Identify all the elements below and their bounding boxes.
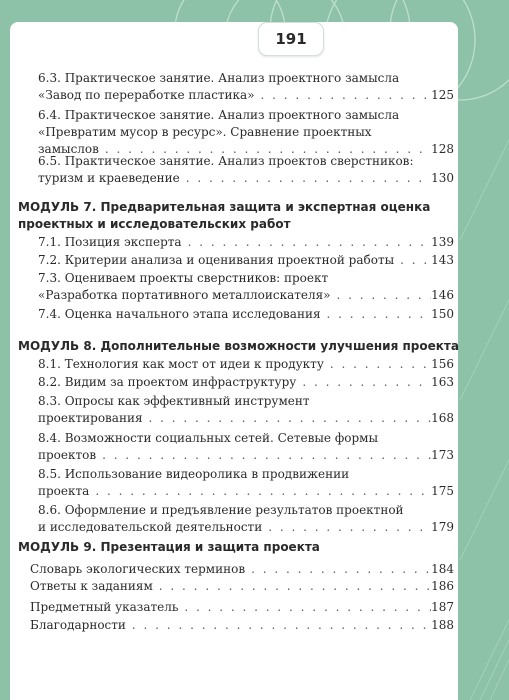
- module-heading: [18, 539, 448, 556]
- toc-entry-text: 8.2. Видим за проектом инфраструктуру: [38, 375, 297, 389]
- toc-page-number: 186: [431, 579, 454, 593]
- dot-leader: [262, 519, 431, 536]
- toc-entry-line: [38, 393, 454, 410]
- module-heading-line: МОДУЛЬ 8. Дополнительные возможности улучшения проекта: [18, 339, 459, 353]
- toc-entry: [38, 356, 454, 373]
- toc-entry-line: [38, 70, 454, 87]
- toc-entry-text: замыслов: [38, 142, 99, 156]
- toc-entry: [38, 393, 454, 427]
- toc-entry-line: [38, 466, 454, 483]
- toc-page-number: 187: [431, 600, 454, 614]
- toc-entry: [38, 252, 454, 269]
- toc-page-number: 143: [431, 253, 454, 267]
- toc-entry-line: [38, 107, 454, 124]
- dot-leader: [178, 599, 431, 616]
- module-heading-line: проектных и исследовательских работ: [18, 217, 291, 231]
- dot-leader: [394, 252, 431, 269]
- toc-page-number: 130: [431, 171, 454, 185]
- toc-entry-text: проектов: [38, 448, 97, 462]
- toc-entry: [30, 578, 454, 595]
- toc-entry-line: [38, 447, 454, 464]
- toc-page-number: 173: [431, 448, 454, 462]
- dot-leader: [89, 483, 431, 500]
- toc-entry: [30, 617, 454, 634]
- toc-page-number: 128: [431, 142, 454, 156]
- toc-entry-line: [38, 124, 454, 141]
- toc-entry-text: 8.1. Технология как мост от идеи к продукту: [38, 357, 324, 371]
- page-number: 191: [258, 22, 324, 56]
- toc-entry-text: Благодарности: [30, 618, 126, 632]
- dot-leader: [96, 447, 431, 464]
- toc-entry-text: «Превратим мусор в ресурс». Сравнение проектных: [38, 125, 372, 139]
- dot-leader: [245, 561, 431, 578]
- toc-entry: [38, 502, 454, 536]
- dot-leader: [296, 374, 431, 391]
- module-heading: [18, 199, 448, 233]
- toc-entry-text: 8.3. Опросы как эффективный инструмент: [38, 394, 310, 408]
- toc-page-number: 184: [431, 562, 454, 576]
- toc-entry-line: [38, 287, 454, 304]
- toc-entry-line: [38, 270, 454, 287]
- toc-entry-text: 6.4. Практическое занятие. Анализ проектного замысла: [38, 108, 400, 122]
- toc-entry-line: [38, 87, 454, 104]
- toc-entry-line: [38, 306, 454, 323]
- toc-entry: [38, 107, 454, 158]
- toc-page-number: 179: [431, 520, 454, 534]
- toc-page-number: 139: [431, 235, 454, 249]
- toc-entry-line: [38, 356, 454, 373]
- toc-entry: [30, 561, 454, 578]
- toc-entry-text: 7.3. Оцениваем проекты сверстников: проект: [38, 271, 329, 285]
- toc-page-number: 146: [431, 288, 454, 302]
- toc-entry-text: «Разработка портативного металлоискателя»: [38, 288, 331, 302]
- toc-entry-text: 8.6. Оформление и предъявление результатов проектной: [38, 503, 404, 517]
- dot-leader: [182, 234, 432, 251]
- toc-entry-line: [30, 561, 454, 578]
- toc-entry: [38, 270, 454, 304]
- toc-page-number: 168: [431, 411, 454, 425]
- toc-entry-text: 7.4. Оценка начального этапа исследования: [38, 307, 321, 321]
- module-heading-line: МОДУЛЬ 7. Предварительная защита и экспертная оценка: [18, 200, 431, 214]
- toc-entry-line: [38, 410, 454, 427]
- dot-leader: [321, 306, 432, 323]
- dot-leader: [126, 617, 431, 634]
- toc-entry-text: 7.1. Позиция эксперта: [38, 235, 182, 249]
- toc-entry: [38, 70, 454, 104]
- toc-entry-line: [38, 170, 454, 187]
- toc-page-number: 175: [431, 484, 454, 498]
- toc-entry-text: 8.5. Использование видеоролика в продвижении: [38, 467, 350, 481]
- toc-entry-line: [30, 599, 454, 616]
- toc-entry-line: [38, 252, 454, 269]
- toc-entry-line: [30, 578, 454, 595]
- toc-entry-text: 7.2. Критерии анализа и оценивания проектной работы: [38, 253, 395, 267]
- toc-entry: [38, 466, 454, 500]
- module-heading: [18, 338, 459, 355]
- toc-entry-text: «Завод по переработке пластика»: [38, 88, 255, 102]
- toc-entry-line: [38, 483, 454, 500]
- toc-entry: [38, 306, 454, 323]
- toc-entry-text: Ответы к заданиям: [30, 579, 153, 593]
- toc-entry-text: 8.4. Возможности социальных сетей. Сетевые формы: [38, 431, 379, 445]
- toc-entry-line: [38, 374, 454, 391]
- toc-page-number: 188: [431, 618, 454, 632]
- toc-page-number: 156: [431, 357, 454, 371]
- toc-entry: [38, 234, 454, 251]
- dot-leader: [180, 170, 431, 187]
- toc-entry-line: [38, 153, 454, 170]
- toc-entry: [38, 430, 454, 464]
- dot-leader: [255, 87, 432, 104]
- toc-entry: [38, 374, 454, 391]
- toc-entry: [30, 599, 454, 616]
- module-heading-line: МОДУЛЬ 9. Презентация и защита проекта: [18, 540, 320, 554]
- dot-leader: [331, 287, 432, 304]
- toc-entry-line: [38, 519, 454, 536]
- toc-page-number: 125: [431, 88, 454, 102]
- toc-entry-line: [38, 234, 454, 251]
- dot-leader: [153, 578, 431, 595]
- toc-entry-text: Словарь экологических терминов: [30, 562, 246, 576]
- toc-entry-line: [38, 502, 454, 519]
- toc-entry-text: 6.5. Практическое занятие. Анализ проектов сверстников:: [38, 154, 414, 168]
- toc-page-number: 150: [431, 307, 454, 321]
- toc-entry-line: [30, 617, 454, 634]
- dot-leader: [143, 410, 432, 427]
- toc-entry-text: туризм и краеведение: [38, 171, 180, 185]
- toc-page-number: 163: [431, 375, 454, 389]
- toc-entry: [38, 153, 454, 187]
- dot-leader: [324, 356, 431, 373]
- toc-entry-text: проекта: [38, 484, 90, 498]
- toc-entry-text: Предметный указатель: [30, 600, 179, 614]
- toc-entry-text: и исследовательской деятельности: [38, 520, 263, 534]
- toc-entry-line: [38, 430, 454, 447]
- toc-entry-text: проектирования: [38, 411, 143, 425]
- toc-entry-text: 6.3. Практическое занятие. Анализ проектного замысла: [38, 71, 400, 85]
